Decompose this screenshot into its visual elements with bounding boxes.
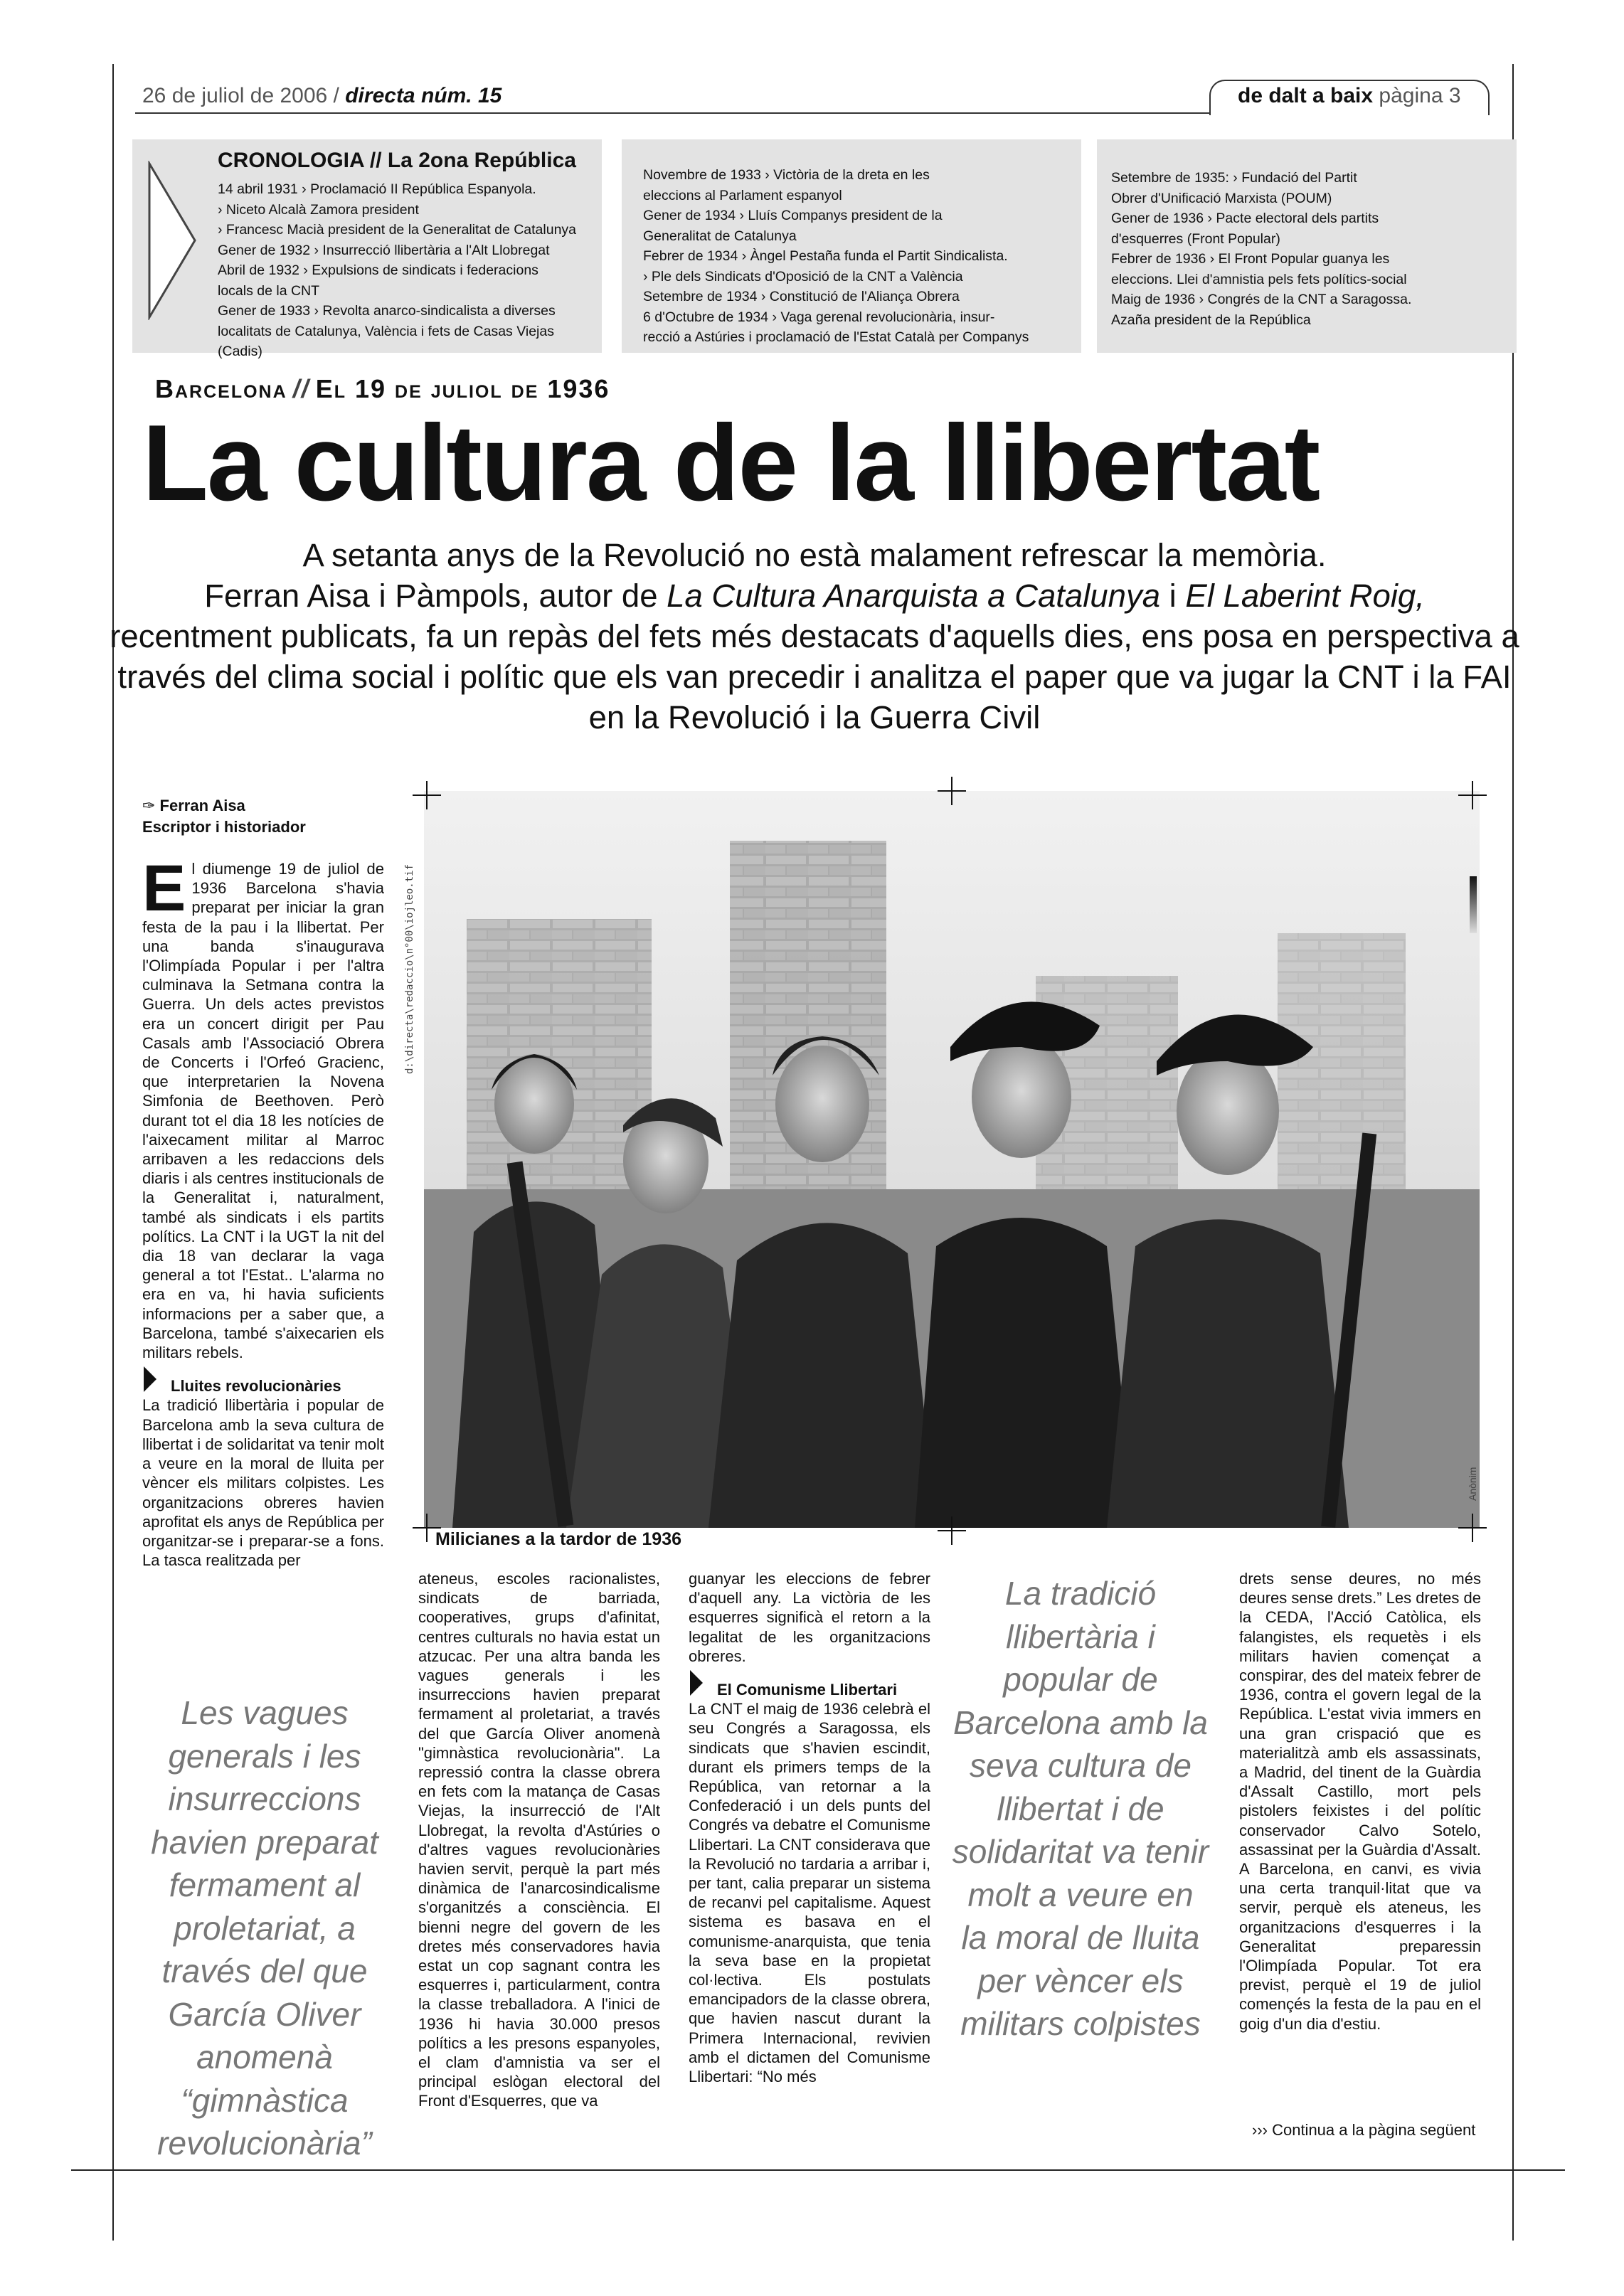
chron-entry: Obrer d'Unificació Marxista (POUM) [1111, 190, 1332, 206]
chronology-col-1 [218, 147, 602, 362]
article-deck [100, 535, 1529, 738]
deck-line [100, 575, 1529, 616]
kicker-place: Barcelona [155, 374, 287, 403]
frame-line-right [1512, 64, 1514, 2241]
frame-line-bottom [71, 2169, 1565, 2171]
chron-entry: Gener de 1933 › Revolta anarco-sindicalista a diverses [218, 303, 556, 319]
chronology-col-3 [1111, 168, 1509, 330]
deck-line: A setanta anys de la Revolució no està malament refrescar la memòria. [302, 537, 1327, 573]
subhead-lluites [142, 1376, 384, 1396]
author-role: Escriptor i historiador [142, 818, 306, 836]
article-title: La cultura de la llibertat [142, 403, 1320, 523]
chron-entry: Abril de 1932 › Expulsions de sindicats i federacions [218, 262, 538, 278]
paragraph-text: l diumenge 19 de juliol de 1936 Barcelona s'havia preparat per iniciar la gran festa de la pau i la llibertat. Per una banda s'inaugurava l'Olimpíada Popular i per l'altra culminava la Setmana contra la Guerra. Un dels actes previstos era un concert dirigit per Pau Casals amb l'Associació Obrera de Concerts i l'Orfeó Gracienc, que interpretarien la Novena Simfonia de Beethoven. Però durant tot el dia 18 les notícies de l'aixecament militar al Marroc arribaven a les redaccions dels diaris i als centres institucionals de la Generalitat i, naturalment, també als sindicats i els partits polítics. La CNT i la UGT la nit del dia 18 van declarar la vaga general a tot l'Estat.. L'alarma no era en va, hi havia suficients informacions per a saber que, a Barcelona, també s'aixecarien els militars rebels. [142, 860, 384, 1362]
section-name: de dalt a baix [1238, 84, 1374, 107]
crop-mark [1458, 781, 1487, 809]
frame-line-left [112, 64, 114, 2241]
chronology-title: CRONOLOGIA // La 2ona República [218, 149, 576, 172]
kicker-date: El 19 de juliol de 1936 [315, 374, 610, 403]
chron-entry: d'esquerres (Front Popular) [1111, 230, 1280, 247]
chron-entry: Gener de 1936 › Pacte electoral dels partits [1111, 211, 1379, 226]
chevron-arrow-icon [147, 161, 198, 320]
chron-entry: Gener de 1932 › Insurrecció llibertària a l'Alt Llobregat [218, 242, 550, 258]
crop-mark [413, 1514, 441, 1542]
chron-entry: eleccions al Parlament espanyol [643, 187, 842, 203]
chron-entry: Setembre de 1934 › Constitució de l'Aliança Obrera [643, 289, 960, 304]
pull-quote-1: Les vagues generals i les insurreccions havien preparat fermament al proletariat, a través del que García Oliver anomenà “gimnàstica revolucionària” [151, 1694, 378, 2162]
date-text: 26 de juliol de 2006 / [142, 84, 339, 107]
subhead-comunisme [689, 1680, 930, 1699]
chron-entry: Maig de 1936 › Congrés de la CNT a Saragossa. [1111, 292, 1412, 307]
issue-date [142, 84, 501, 108]
chron-entry: Generalitat de Catalunya [643, 228, 797, 244]
photo-caption: Milicianes a la tardor de 1936 [435, 1529, 681, 1549]
chron-entry: Gener de 1934 › Lluís Companys president de la [643, 208, 943, 223]
subhead-text: Lluites revolucionàries [171, 1377, 341, 1396]
crop-mark [938, 1516, 966, 1545]
pull-quote-2: La tradició llibertària i popular de Barcelona amb la seva cultura de llibertat i de solidaritat va tenir molt a veure en la moral de lluita per vèncer els militars colpistes [952, 1575, 1209, 2042]
chron-entry: Setembre de 1935: › Fundació del Partit [1111, 170, 1357, 186]
chron-entry: localitats de Catalunya, València i fets de Casas Viejas (Cadis) [218, 323, 554, 359]
byline [142, 795, 306, 838]
book-title: La Cultura Anarquista a Catalunya [667, 578, 1161, 614]
chron-entry: Febrer de 1936 › El Front Popular guanya les [1111, 251, 1390, 267]
article-column-3 [689, 1569, 930, 2086]
paragraph: guanyar les eleccions de febrer d'aquell any. La victòria de les esquerres significà el retorn a la legalitat de les organitzacions obreres. [689, 1570, 930, 1665]
publication-name: directa núm. 15 [345, 84, 502, 107]
header-rule [135, 112, 1216, 114]
subhead-marker-icon [690, 1670, 703, 1696]
crop-mark [1458, 1514, 1487, 1542]
section-label [1238, 84, 1461, 108]
chron-entry: Azaña president de la República [1111, 312, 1311, 328]
paragraph: La CNT el maig de 1936 celebrà el seu Congrés a Saragossa, els sindicats que s'havien escindit, durant els primers temps de la República, van retornar a la Confederació i un dels punts del Congrés va debatre el Comunisme Llibertari. La CNT considerava que la Revolució no tardaria a arribar i, per tant, calia preparar un sistema de recanvi pel capitalisme. Aquest sistema es basava en el comunisme-anarquista, que tenia la seva base en la propietat col·lectiva. Els postulats emancipadors de la classe obrera, que havien nascut durant la Primera Internacional, revivien amb el dictamen del Comunisme Llibertari: “No més [689, 1700, 930, 2086]
chron-entry: Novembre de 1933 › Victòria de la dreta en les [643, 167, 930, 183]
author-name: ✑ Ferran Aisa [142, 797, 245, 814]
crop-mark [938, 777, 966, 805]
milicianes-photo [424, 791, 1480, 1528]
subhead-marker-icon [144, 1366, 156, 1392]
chron-entry: 14 abril 1931 › Proclamació II República Espanyola. [218, 181, 536, 197]
article-photo [424, 791, 1480, 1528]
chron-entry: recció a Astúries i proclamació de l'Estat Català per Companys [643, 329, 1029, 345]
chron-entry: Febrer de 1934 › Àngel Pestaña funda el Partit Sindicalista. [643, 248, 1008, 264]
continue-link[interactable]: ››› Continua a la pàgina següent [1252, 2121, 1476, 2139]
chron-entry: › Ple dels Sindicats d'Oposició de la CNT a València [643, 268, 963, 285]
deck-line: recentment publicats, fa un repàs del fets més destacats d'aquells dies, ens posa en perspectiva a través del clima social i polític que els van precedir i analitza el paper que va jugar la CNT i la FAI en la Revolució i la Guerra Civil [110, 618, 1519, 735]
chron-entry: › Francesc Macià president de la Generalitat de Catalunya [218, 222, 577, 238]
chron-entry: › Niceto Alcalà Zamora president [218, 201, 419, 218]
paragraph: drets sense deures, no més deures sense drets.” Les dretes de la CEDA, l'Acció Catòlica, els falangistes, els requetès i els militars havien començat a conspirar, des del mateix febrer de 1936, contra el govern legal de la República. L'estat vivia immers en una gran crispació que es materialitzà amb els assassinats, a Madrid, del tinent de la Guàrdia d'Assalt Castillo, mort pels pistolers feixistes i del polític conservador Calvo Sotelo, assassinat per la Guàrdia d'Assalt. A Barcelona, en canvi, es vivia una certa tranquil·litat que va servir, perquè els ateneus, les organitzacions d'esquerres i la Generalitat preparessin l'Olimpíada Popular. Tot era previst, perquè el 19 de juliol començés la festa de la pau en el goig d'un dia d'estiu. [1239, 1570, 1481, 2033]
page-number: pàgina 3 [1379, 84, 1461, 107]
article-kicker [155, 374, 610, 404]
deck-text: i [1160, 578, 1186, 614]
deck-text: Ferran Aisa i Pàmpols, autor de [204, 578, 667, 614]
paragraph: ateneus, escoles racionalistes, sindicats de barriada, cooperatives, grups d'afinitat, centres culturals no havia estat un atzucac. Per una altra banda les vagues generals i les insurreccions havien preparat fermament al proletariat, a través del que García Oliver anomenà "gimnàstica revolucionària". La repressió contra la classe obrera en fets com la matança de Casas Viejas, la insurrecció de l'Alt Llobregat, la revolta d'Astúries o d'altres vagues revolucionàries havien servit, perquè la part més dinàmica de l'anarcosindicalisme s'organitzés a consciència. El bienni negre del govern de les dretes més conservadores havia estat un cop sagnant contra les esquerres i, particularment, contra la classe treballadora. A l'inici de 1936 hi havia 30.000 presos polítics a les presons espanyoles, el clam d'amnistia va ser el principal eslògan electoral del Front d'Esquerres, que va [418, 1570, 660, 2110]
chron-entry: locals de la CNT [218, 282, 320, 299]
grey-scale-bar [1470, 876, 1477, 933]
chron-entry: eleccions. Llei d'amnistia pels fets polítics-social [1111, 271, 1407, 287]
book-title: El Laberint Roig, [1185, 578, 1425, 614]
kicker-slashes: // [292, 374, 310, 403]
article-column-2 [418, 1569, 660, 2111]
subhead-text: El Comunisme Llibertari [717, 1681, 898, 1699]
article-column-1 [142, 852, 384, 1570]
article-column-5 [1239, 1569, 1481, 2034]
crop-mark [413, 781, 441, 809]
photo-credit: Anònim [1467, 1467, 1478, 1501]
chron-entry: 6 d'Octubre de 1934 › Vaga gerenal revolucionària, insur- [643, 309, 995, 325]
drop-cap: E [142, 852, 186, 925]
paragraph: La tradició llibertària i popular de Barcelona amb la seva cultura de llibertat i de solidaritat va tenir molt a veure en la moral de lluita per vèncer els militars colpistes. Les organitzacions obreres havien aprofitat els anys de República per organitzar-se i preparar-se a fons. La tasca realitzada per [142, 1396, 384, 1570]
photo-file-path: d:\directa\redaccio\n°00\iojleo.tif [404, 863, 415, 1074]
chronology-col-2 [643, 165, 1070, 348]
paragraph [142, 852, 384, 1362]
